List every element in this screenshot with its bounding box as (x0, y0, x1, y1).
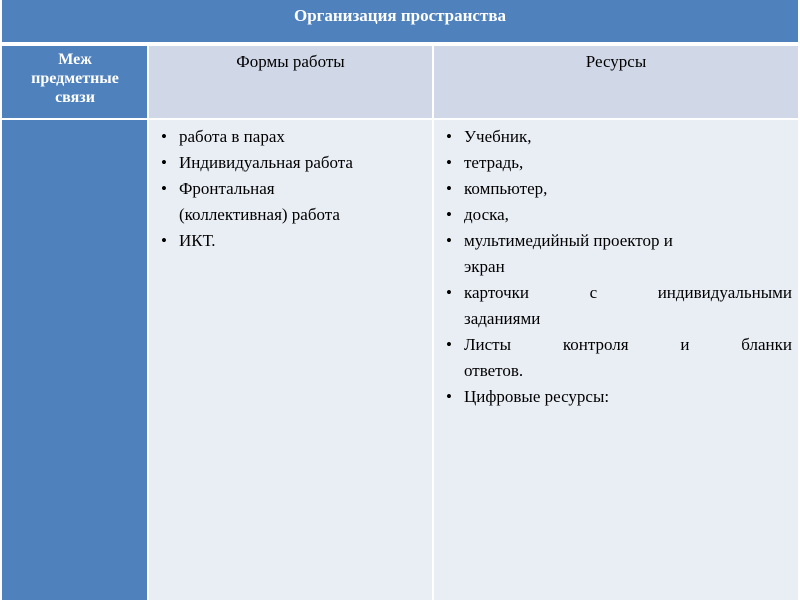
list-item-text-continued: (коллективная) работа (179, 205, 340, 224)
list-item-text-continued: заданиями (464, 309, 541, 328)
resources-body-cell (434, 120, 798, 600)
interdisciplinary-header-line-3: связи (55, 89, 95, 106)
list-item (442, 280, 792, 332)
table-title-row (2, 0, 798, 44)
left-divider (2, 118, 148, 120)
list-item (442, 228, 792, 280)
list-item (442, 384, 792, 410)
bullet-icon: • (446, 127, 452, 146)
list-item-text: Фронтальная (179, 179, 275, 198)
bullet-icon: • (446, 335, 452, 354)
table-title: Организация пространства (293, 6, 507, 25)
list-item (442, 150, 792, 176)
interdisciplinary-header-line-2: предметные (31, 70, 119, 87)
forms-list (157, 124, 427, 254)
list-item-text: доска, (464, 205, 509, 224)
list-item (157, 176, 427, 228)
bullet-icon: • (446, 283, 452, 302)
interdisciplinary-column (2, 46, 148, 600)
bullet-icon: • (161, 231, 167, 250)
list-item-text: ИКТ. (179, 231, 216, 250)
interdisciplinary-header-line-1: Меж (58, 51, 92, 68)
space-organization-table (2, 0, 798, 600)
list-item-text: Цифровые ресурсы: (464, 387, 610, 406)
bullet-icon: • (446, 231, 452, 250)
resources-header-cell (434, 46, 798, 118)
list-item-text: мультимедийный проектор и (464, 231, 673, 250)
resources-header: Ресурсы (585, 52, 647, 71)
list-item-text-continued: экран (464, 257, 505, 276)
list-item (157, 150, 427, 176)
bullet-icon: • (161, 153, 167, 172)
list-item-text: Индивидуальная работа (179, 153, 353, 172)
resources-list (442, 124, 792, 410)
list-item (157, 124, 427, 150)
bullet-icon: • (446, 179, 452, 198)
bullet-icon: • (446, 205, 452, 224)
bullet-icon: • (161, 127, 167, 146)
forms-body-cell (149, 120, 433, 600)
bullet-icon: • (446, 153, 452, 172)
list-item-text: тетрадь, (464, 153, 524, 172)
list-item-text: карточки с индивидуальными (464, 283, 792, 302)
list-item (442, 124, 792, 150)
list-item-text: Листы контроля и бланки (464, 335, 792, 354)
interdisciplinary-header (2, 50, 148, 107)
list-item-text: Учебник, (464, 127, 532, 146)
list-item (442, 202, 792, 228)
list-item (442, 176, 792, 202)
bullet-icon: • (446, 387, 452, 406)
list-item (442, 332, 792, 384)
list-item-text: работа в парах (179, 127, 285, 146)
list-item (157, 228, 427, 254)
list-item-text-continued: ответов. (464, 361, 524, 380)
bullet-icon: • (161, 179, 167, 198)
list-item-text: компьютер, (464, 179, 548, 198)
forms-header: Формы работы (236, 52, 345, 71)
forms-header-cell (149, 46, 433, 118)
